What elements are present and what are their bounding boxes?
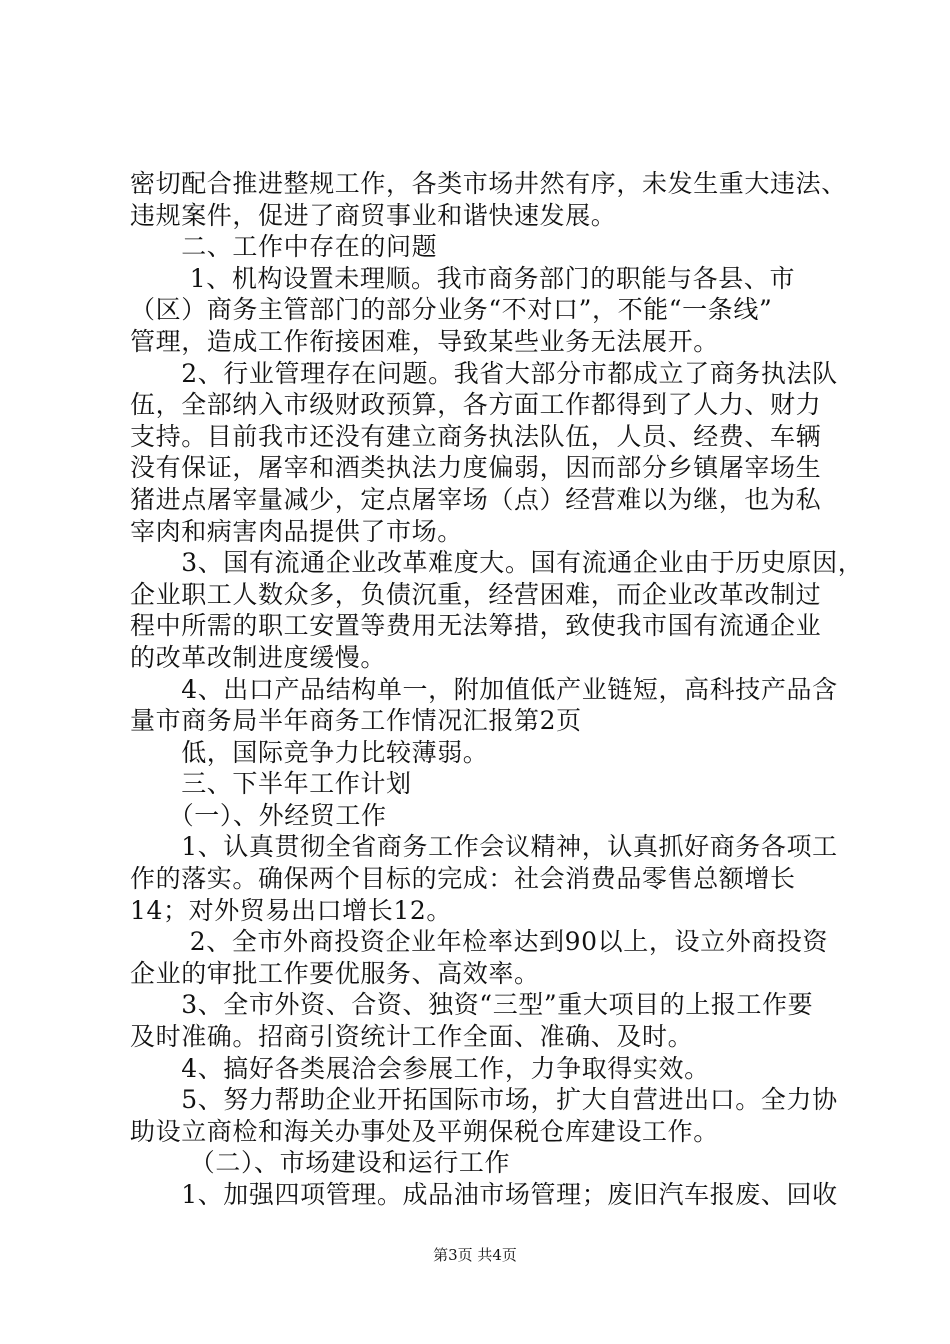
text-line: 4、出口产品结构单一，附加值低产业链短，高科技产品含 [130, 674, 838, 704]
text-line: 企业的审批工作要优服务、高效率。 [130, 958, 540, 988]
text-line: 没有保证，屠宰和酒类执法力度偏弱，因而部分乡镇屠宰场生 [130, 453, 822, 483]
text-line: 低，国际竞争力比较薄弱。 [130, 737, 489, 767]
text-line: 支持。目前我市还没有建立商务执法队伍，人员、经费、车辆 [130, 421, 822, 451]
text-line: 猪进点屠宰量减少，定点屠宰场（点）经营难以为继，也为私 [130, 484, 822, 514]
text-line: 2、行业管理存在问题。我省大部分市都成立了商务执法队 [130, 358, 838, 388]
text-line: 2、全市外商投资企业年检率达到90以上，设立外商投资 [130, 927, 829, 957]
text-line: 密切配合推进整规工作，各类市场井然有序，未发生重大违法、 [130, 169, 847, 198]
text-line: 14；对外贸易出口增长12。 [130, 895, 453, 925]
page-footer: 第3页 共4页 [433, 1246, 517, 1264]
text-line: 二、工作中存在的问题 [130, 232, 438, 262]
text-line: 1、认真贯彻全省商务工作会议精神，认真抓好商务各项工 [130, 832, 838, 862]
text-line: 违规案件，促进了商贸事业和谐快速发展。 [130, 200, 617, 230]
text-line: 作的落实。确保两个目标的完成：社会消费品零售总额增长 [130, 864, 796, 894]
text-line: 1、机构设置未理顺。我市商务部门的职能与各县、市 [130, 263, 796, 293]
text-line: 3、国有流通企业改革难度大。国有流通企业由于历史原因， [130, 548, 864, 578]
text-line: 量市商务局半年商务工作情况汇报第2页 [130, 706, 582, 736]
text-line: 三、下半年工作计划 [130, 769, 412, 799]
text-line: （一）、外经贸工作 [130, 800, 387, 830]
text-line: 4、搞好各类展洽会参展工作，力争取得实效。 [130, 1053, 710, 1083]
text-line: 管理，造成工作衔接困难，导致某些业务无法展开。 [130, 326, 719, 356]
text-line: 助设立商检和海关办事处及平朔保税仓库建设工作。 [130, 1116, 719, 1146]
text-line: 企业职工人数众多，负债沉重，经营困难，而企业改革改制过 [130, 579, 822, 609]
text-line: （二）、市场建设和运行工作 [130, 1148, 511, 1178]
text-line: 及时准确。招商引资统计工作全面、准确、及时。 [130, 1022, 694, 1052]
text-line: 的改革改制进度缓慢。 [130, 642, 387, 672]
text-line: 5、努力帮助企业开拓国际市场，扩大自营进出口。全力协 [130, 1085, 838, 1115]
body-text [130, 168, 864, 1211]
text-line: 宰肉和病害肉品提供了市场。 [130, 516, 463, 546]
text-line: （区）商务主管部门的部分业务“不对口”，不能“一条线” [130, 295, 773, 325]
text-line: 1、加强四项管理。成品油市场管理；废旧汽车报废、回收 [130, 1180, 838, 1209]
text-line: 程中所需的职工安置等费用无法筹措，致使我市国有流通企业 [130, 611, 822, 641]
text-line: 伍，全部纳入市级财政预算，各方面工作都得到了人力、财力 [130, 390, 822, 420]
text-line: 3、全市外资、合资、独资“三型”重大项目的上报工作要 [130, 990, 814, 1020]
